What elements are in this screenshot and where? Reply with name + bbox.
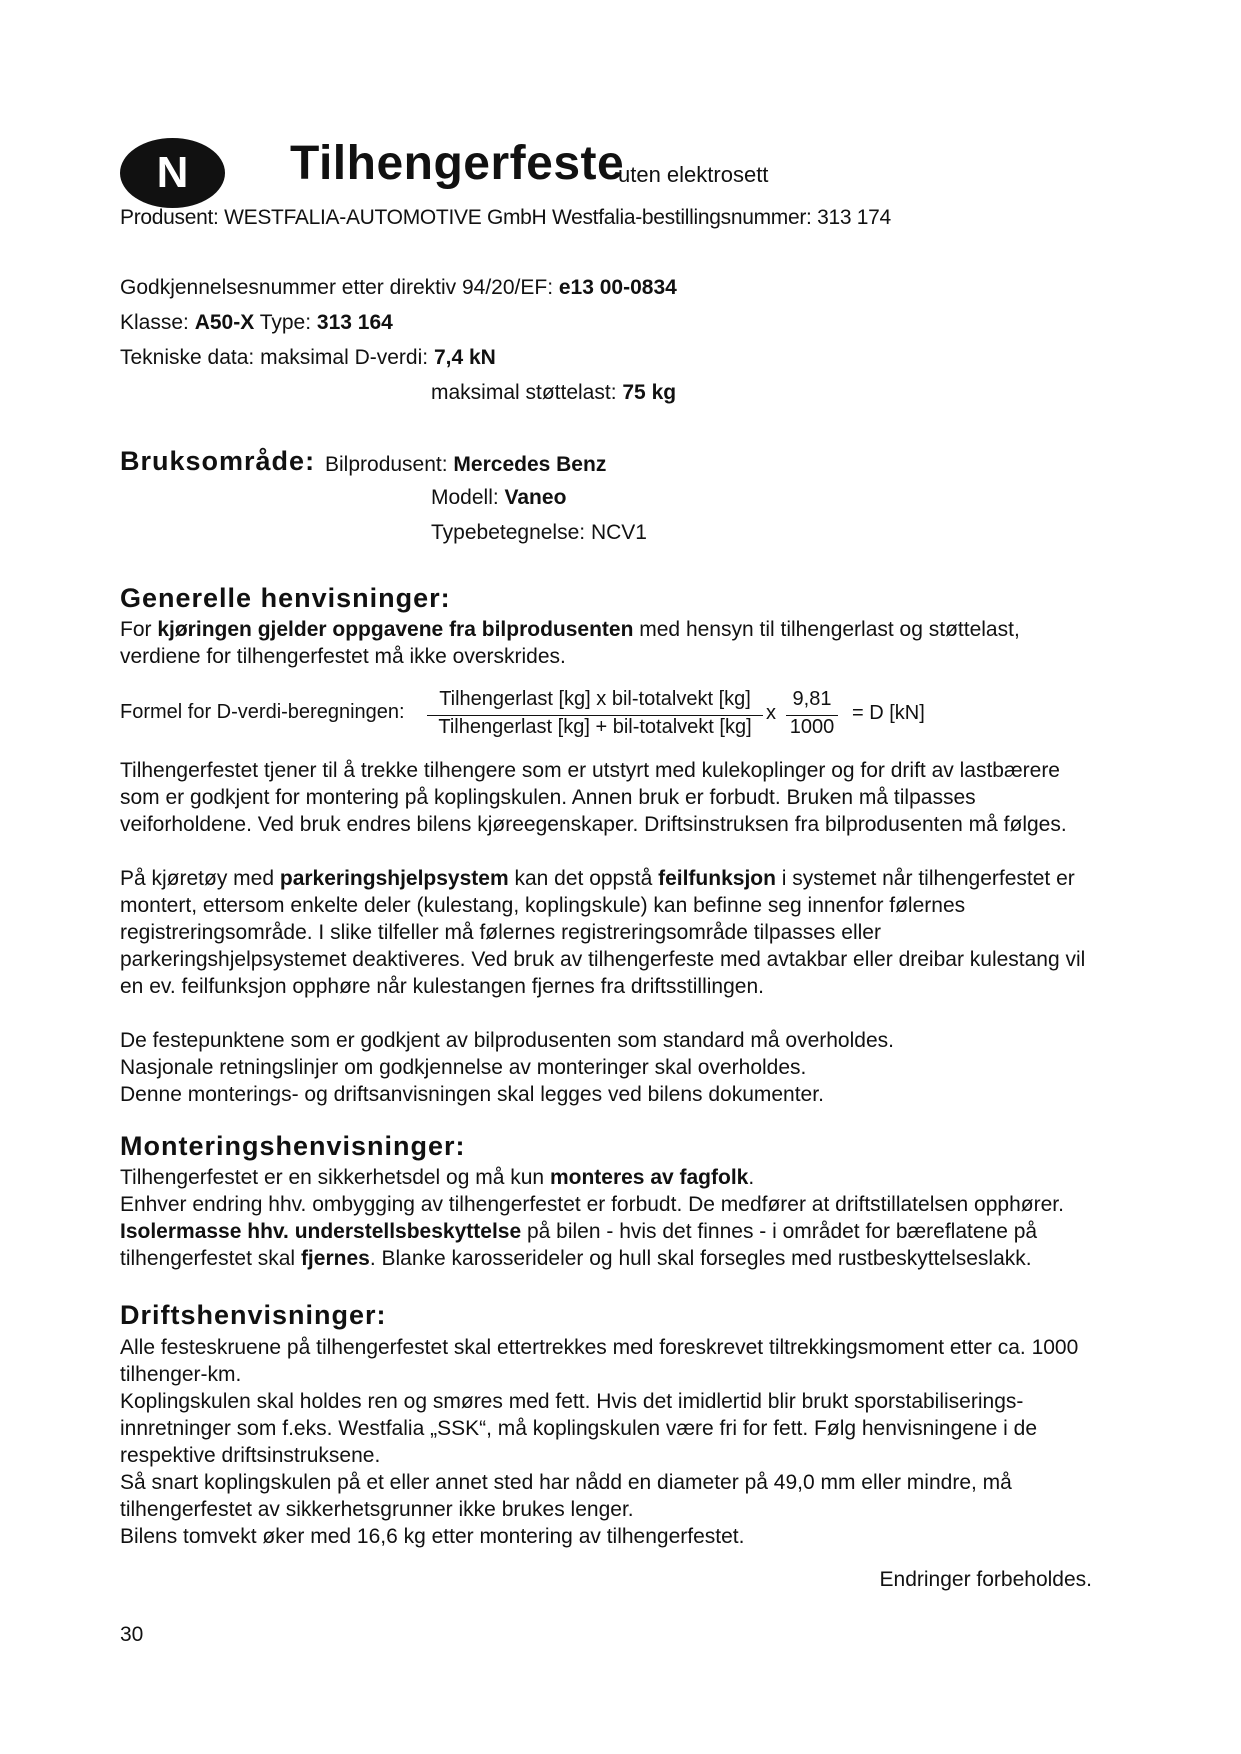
mounting-line-2: Enhver endring hhv. ombygging av tilhengerfestet er forbudt. De medfører at driftstillatelsen opphører. bbox=[120, 1193, 1064, 1216]
mounting-line-1 bbox=[120, 1164, 1100, 1191]
formula-label: Formel for D-verdi-beregningen: bbox=[120, 701, 405, 723]
page-number: 30 bbox=[120, 1623, 144, 1646]
typedesc-label: Typebetegnelse: bbox=[431, 521, 591, 544]
changes-note: Endringer forbeholdes. bbox=[879, 1568, 1092, 1591]
mounting-l3-text-d: . Blanke karosserideler og hull skal forsegles med rustbeskyttelseslakk. bbox=[369, 1247, 1032, 1270]
maker-line bbox=[325, 451, 606, 478]
support-label: maksimal støttelast: bbox=[431, 381, 623, 404]
support-line bbox=[431, 379, 676, 406]
general-p3-bold-1: parkeringshjelpsystem bbox=[279, 867, 509, 890]
mounting-line-3 bbox=[120, 1218, 1100, 1272]
formula-denominator-2: 1000 bbox=[789, 716, 835, 738]
type-value: 313 164 bbox=[316, 311, 393, 334]
page-subtitle: uten elektrosett bbox=[618, 162, 769, 187]
support-value: 75 kg bbox=[622, 381, 677, 404]
formula-times: x bbox=[766, 702, 776, 724]
tech-value: 7,4 kN bbox=[433, 346, 496, 369]
general-p4-line-3: Denne monterings- og driftsanvisningen skal legges ved bilens dokumenter. bbox=[120, 1083, 824, 1106]
typedesc-line bbox=[431, 519, 647, 546]
operation-heading: Driftshenvisninger: bbox=[120, 1300, 387, 1330]
general-paragraph-3 bbox=[120, 865, 1100, 1000]
type-label: Type: bbox=[254, 311, 317, 334]
formula-numerator-2: 9,81 bbox=[792, 688, 832, 710]
general-paragraph-4 bbox=[120, 1027, 1100, 1108]
operation-line-1: Alle festeskruene på tilhengerfestet skal ettertrekkes med foreskrevet tiltrekkingsmoment etter ca. 1000 tilhenger-km. bbox=[120, 1336, 1079, 1386]
typedesc-value: NCV1 bbox=[590, 521, 647, 544]
operation-line-2: Koplingskulen skal holdes ren og smøres med fett. Hvis det imidlertid blir brukt sporstabiliserings-innretninger som f.eks. Westfalia „SSK“, må koplingskulen være fri for fett. Følg henvisningene i de respektive driftsinstruksene. bbox=[120, 1390, 1038, 1467]
mounting-l1-bold: monteres av fagfolk bbox=[549, 1166, 749, 1189]
general-p4-line-1: De festepunktene som er godkjent av bilprodusenten som standard må overholdes. bbox=[120, 1029, 894, 1052]
general-p3-bold-2: feilfunksjon bbox=[658, 867, 776, 890]
formula-result: = D [kN] bbox=[852, 702, 925, 724]
mounting-l1-text: Tilhengerfestet er en sikkerhetsdel og må kun bbox=[120, 1166, 550, 1189]
class-line bbox=[120, 309, 393, 336]
general-p3-text-c: kan det oppstå bbox=[508, 867, 659, 890]
class-value: A50-X bbox=[194, 311, 255, 334]
country-badge bbox=[120, 138, 225, 208]
operation-paragraph bbox=[120, 1334, 1100, 1550]
mounting-l3-text-b: på bilen - hvis det finnes - i området for bæreflatene på tilhengerfestet skal bbox=[120, 1220, 1038, 1270]
tech-label: Tekniske data: maksimal D-verdi: bbox=[120, 346, 434, 369]
formula-numerator: Tilhengerlast [kg] x bil-totalvekt [kg] bbox=[439, 688, 751, 710]
formula-denominator: Tilhengerlast [kg] + bil-totalvekt [kg] bbox=[438, 716, 752, 738]
mounting-l3-bold-1: Isolermasse hhv. understellsbeskyttelse bbox=[120, 1220, 522, 1243]
general-p1-text-d: verdiene for tilhengerfestet må ikke overskrides. bbox=[120, 645, 566, 668]
general-paragraph-2: Tilhengerfestet tjener til å trekke tilhengere som er utstyrt med kulekoplinger og for drift av lastbærere som er godkjent for montering på koplingskulen. Annen bruk er forbudt. Bruken må tilpasses veiforholdene. Ved bruk endres bilens kjøreegenskaper. Driftsinstruksen fra bilprodusenten må følges. bbox=[120, 759, 1067, 836]
maker-label: Bilprodusent: bbox=[325, 453, 454, 476]
general-paragraph-1 bbox=[120, 616, 1100, 670]
model-value: Vaneo bbox=[504, 486, 567, 509]
general-p3-text-e: i systemet når tilhengerfestet er montert, ettersom enkelte deler (kulestang, koplingskule) kan befinne seg innenfor følernes registreringsområde. I slike tilfeller må følernes registreringsområde tilpasses eller parkeringshjelpsystemet deaktiveres. Ved bruk av tilhengerfeste med avtakbar eller dreibar kulestang vil en ev. feilfunksjon opphøre når kulestangen fjernes fra driftsstillingen. bbox=[120, 867, 1086, 998]
mounting-l3-bold-2: fjernes bbox=[300, 1247, 370, 1270]
mounting-l1-end: . bbox=[748, 1166, 755, 1189]
approval-number: e13 00-0834 bbox=[558, 276, 677, 299]
model-line bbox=[431, 484, 566, 511]
general-heading: Generelle henvisninger: bbox=[120, 583, 451, 613]
general-p1-bold: kjøringen gjelder oppgavene fra bilprodusenten bbox=[157, 618, 634, 641]
operation-line-3: Så snart koplingskulen på et eller annet sted har nådd en diameter på 49,0 mm eller mindre, må tilhengerfestet av sikkerhetsgrunner ikke brukes lenger. bbox=[120, 1471, 1012, 1521]
usage-heading: Bruksområde: bbox=[120, 446, 316, 476]
approval-label: Godkjennelsesnummer etter direktiv 94/20/EF: bbox=[120, 276, 559, 299]
general-p1-text-c: med hensyn til tilhengerlast og støttelast, bbox=[633, 618, 1020, 641]
class-label: Klasse: bbox=[120, 311, 195, 334]
producer-line: Produsent: WESTFALIA-AUTOMOTIVE GmbH Westfalia-bestillingsnummer: 313 174 bbox=[120, 206, 891, 229]
mounting-paragraph bbox=[120, 1164, 1100, 1272]
page-title: Tilhengerfeste bbox=[290, 137, 625, 190]
mounting-heading: Monteringshenvisninger: bbox=[120, 1131, 466, 1161]
tech-line bbox=[120, 344, 496, 371]
general-p1-text-a: For bbox=[120, 618, 158, 641]
badge-letter: N bbox=[156, 148, 189, 197]
maker-value: Mercedes Benz bbox=[453, 453, 607, 476]
general-p3-text-a: På kjøretøy med bbox=[120, 867, 280, 890]
operation-line-4: Bilens tomvekt øker med 16,6 kg etter montering av tilhengerfestet. bbox=[120, 1525, 745, 1548]
approval-line bbox=[120, 274, 677, 301]
general-p4-line-2: Nasjonale retningslinjer om godkjennelse av monteringer skal overholdes. bbox=[120, 1056, 807, 1079]
model-label: Modell: bbox=[431, 486, 505, 509]
